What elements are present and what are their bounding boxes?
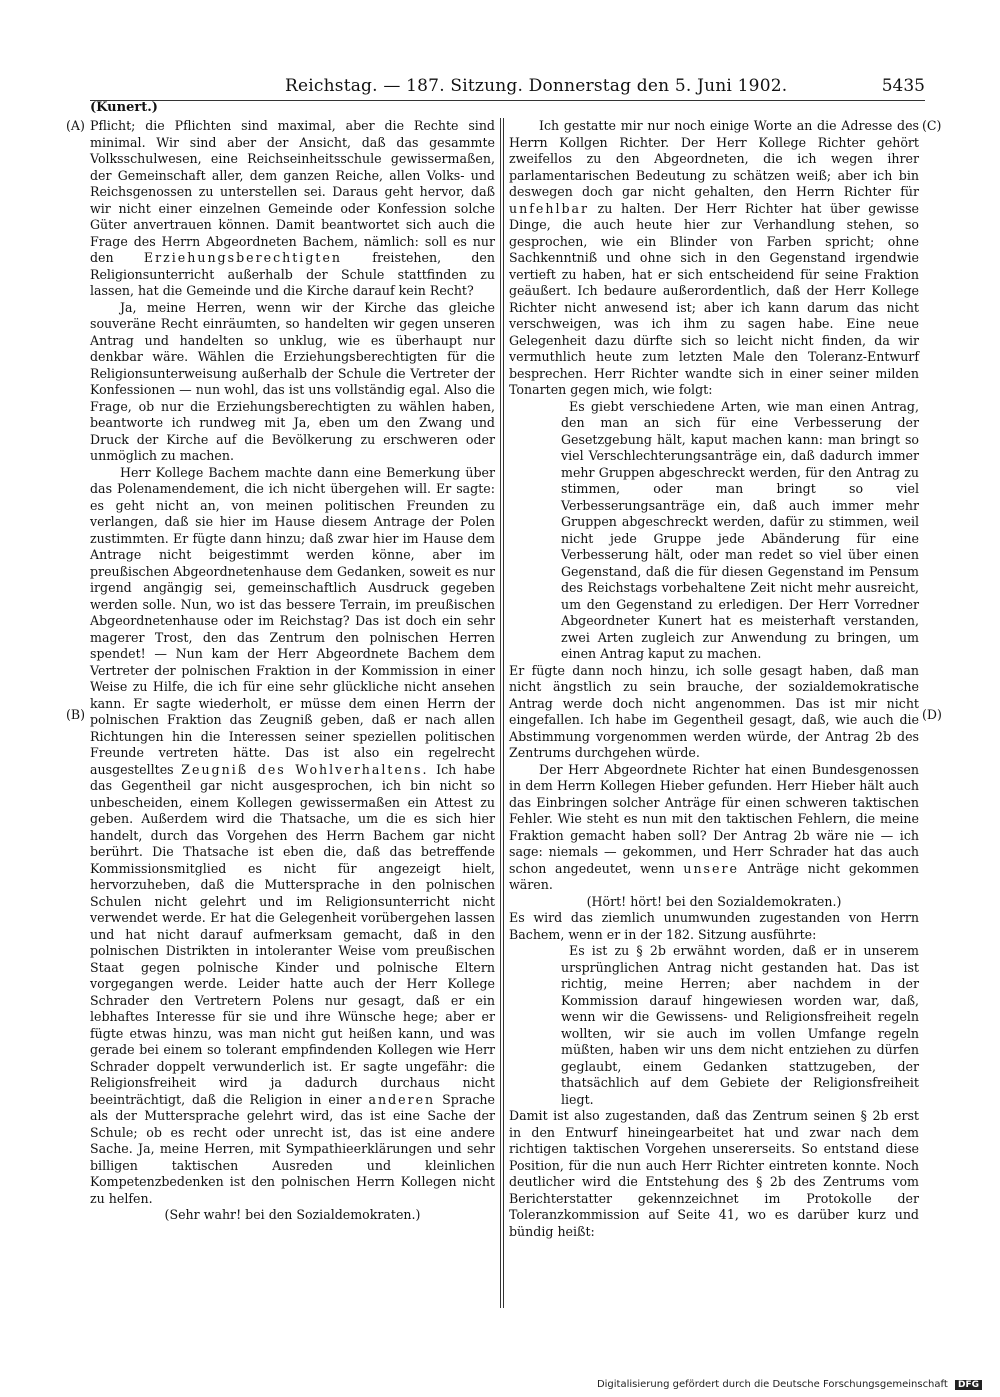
interjection: (Hört! hört! bei den Sozialdemokraten.)	[586, 893, 842, 909]
paragraph: Damit ist also zugestanden, daß das Zentrum seinen § 2b erst in den Entwurf hineingearbeitet hat und zwar nach dem richtigen taktischen Vorgehen unsererseits. So entstand diese Position, für die nun auch Herr Richter eintreten konnte. Noch deutlicher wird die Entstehung des § 2b des Zentrums vom Berichterstatter gekennzeichnet im Protokolle der Toleranzkommission auf Seite 41, wo es darüber kurz und bündig heißt:	[509, 1108, 919, 1239]
quote-text: Es giebt verschiedene Arten, wie man einen Antrag, den man an sich für eine Verbesserung der Gesetzgebung hält, kaput machen kann: man bringt so viel Verschlechterungsanträge ein, daß dadurch immer mehr Gruppen abgeschreckt werden, für den Antrag zu stimmen, oder man bringt so viel Verbesserungsanträge ein, daß auch immer mehr Gruppen abgeschreckt werden, dafür zu stimmen, weil nicht jede Gruppe jede Abänderung für eine Verbesserung hält, oder man redet so viel über einen Gegenstand, daß die für diesen Gegenstand im Pensum des Reichstags vorbehaltene Zeit nicht mehr ausreicht, um den Gegenstand zu erledigen. Der Herr Vorredner Abgeordneter Kunert hat es meisterhaft verstanden, zwei Arten zugleich zur Anwendung zu bringen, um einen Antrag kaput zu machen.	[561, 398, 919, 661]
block-quote	[561, 943, 919, 1108]
dfg-logo: DFG	[955, 1380, 982, 1390]
margin-marker-b: (B)	[66, 707, 86, 722]
block-quote	[561, 399, 919, 663]
paragraph: Der Herr Abgeordnete Richter hat einen Bundesgenossen in dem Herrn Kollegen Hieber gefunden. Herr Hieber hält auch das Einbringen solcher Anträge für einen schweren taktischen Fehler. Wie steht es nun mit den taktischen Fehlern, die meine Fraktion gemacht haben soll? Der Antrag 2b wäre nie — ich sage: niemals — gekommen, und Herr Schrader hat das auch schon angedeutet, wenn unsere Anträge nicht gekommen wären.	[509, 761, 920, 892]
column-divider-inner	[503, 118, 504, 1308]
paragraph: Pflicht; die Pflichten sind maximal, aber die Rechte sind minimal. Wir sind aber der Ansicht, daß das gesammte Volksschulwesen, eine Reichseinheitsschule gewissermaßen, der Gemeinschaft aller, dem ganzen Reiche, allen Volks- und Reichsgenossen zu unterstellen sei. Daraus geht hervor, daß wir nicht einer einzelnen Gemeinde oder Konfession solche Güter anvertrauen können. Damit beantwortet sich auch die Frage des Herrn Abgeordneten Bachem, nämlich: soll es nur den Erziehungsberechtigten freistehen, den Religionsunterricht außerhalb der Schule stattfinden zu lassen, hat die Gemeinde und die Kirche darauf kein Recht?	[90, 118, 495, 298]
page-number: 5435	[881, 76, 925, 96]
left-column	[90, 118, 495, 1224]
margin-marker-d: (D)	[922, 707, 942, 722]
speaker-name: (Kunert.)	[90, 100, 158, 115]
quote-text: Es ist zu § 2b erwähnt worden, daß er in unserem ursprünglichen Antrag nicht gestanden hat. Das ist richtig, meine Herren; aber nachdem in der Kommission darauf hingewiesen worden war, daß, wenn wir die Gewissens- und Religionsfreiheit regeln wollten, wir sie auch im vollen Umfange regeln müßten, haben wir uns dem nicht entziehen zu dürfen geglaubt, einem Gedanken stattzugeben, der thatsächlich auf dem Gebiete der Religionsfreiheit liegt.	[561, 943, 919, 1107]
right-column	[509, 118, 919, 1240]
margin-marker-a: (A)	[66, 118, 85, 133]
column-divider	[500, 118, 501, 1308]
paragraph: Herr Kollege Bachem machte dann eine Bemerkung über das Polenamendement, die ich nicht übergehen will. Er sagte: es geht nicht an, von meinen politischen Freunden zu verlangen, daß sie hier im Hause diesem Antrage der Polen zustimmten. Er fügte dann hinzu; daß zwar hier im Hause dem Antrage nicht beigestimmt werden könne, aber im preußischen Abgeordnetenhause dem Gedanken, soweit es nur irgend angängig sei, gemeinschaftlich Ausdruck gegeben werden solle. Nun, wo ist das bessere Terrain, im preußischen Abgeordnetenhause oder im Reichstag? Das ist doch ein sehr magerer Trost, den das Zentrum den polnischen Herren spendet! — Nun kam der Herr Abgeordnete Bachem dem Vertreter der polnischen Fraktion in der Kommission in einer Weise zu Hilfe, die ich für eine sehr glückliche nicht ansehen kann. Er sagte wiederholt, er müsse dem einen Herrn der polnischen Fraktion das Zeugniß geben, daß er nach allen Richtungen hin die Interessen seiner speziellen politischen Freunde vertreten hätte. Das ist also ein regelrecht ausgestelltes Zeugniß des Wohlverhaltens. Ich habe das Gegentheil gar nicht ausgesprochen, ich bin nicht so unbescheiden, einem Kollegen gewissermaßen ein Attest zu geben. Außerdem wird die Thatsache, um die es sich hier handelt, durch das Vorgehen des Herrn Bachem gar nicht berührt. Die Thatsache ist eben die, daß das betreffende Kommissionsmitglied es nicht für angezeigt hielt, hervorzuheben, daß die Muttersprache in den polnischen Schulen nicht gelehrt und im Religionsunterricht nicht verwendet werde. Er hat die Gelegenheit vorübergehen lassen und hat nicht darauf aufmerksam gemacht, daß in den polnischen Distrikten in intoleranter Weise vom preußischen Staat gegen polnische Kinder und polnische Eltern vorgegangen werde. Leider hatte auch der Herr Kollege Schrader den Vertretern Polens nur gesagt, daß er ein lebhaftes Interesse für sie und ihre Wünsche hege; aber er fügte etwas hinzu, was man nicht gut heißen kann, und was gerade bei einem so tolerant empfindenden Kollegen wie Herr Schrader doppelt verwunderlich ist. Er sagte ungefähr: die Religionsfreiheit wird ja dadurch durchaus nicht beeinträchtigt, daß die Religion in einer anderen Sprache als der Muttersprache gelehrt wird, das ist eine Sache der Schule; ob es recht oder unrecht ist, das ist eine andere Sache. Ja, meine Herren, mit Sympathieerklärungen und sehr billigen taktischen Ausreden und kleinlichen Kompetenzbedenken ist den polnischen Herrn Kollegen nicht zu helfen.	[90, 464, 496, 1206]
paragraph: Es wird das ziemlich unumwunden zugestanden von Herrn Bachem, wenn er in der 182. Sitzung ausführte:	[509, 910, 919, 942]
margin-marker-c: (C)	[922, 118, 942, 133]
interjection: (Sehr wahr! bei den Sozialdemokraten.)	[164, 1207, 421, 1222]
footer-text: Digitalisierung gefördert durch die Deutsche Forschungsgemeinschaft	[596, 1379, 948, 1390]
paragraph: Ja, meine Herren, wenn wir der Kirche das gleiche souveräne Recht einräumten, so handelten wir gegen unseren Antrag und handelten so unklug, wie es überhaupt nur denkbar wäre. Wählen die Erziehungsberechtigten für die Religionsunterweisung außerhalb der Schule die Vertreter der Konfessionen — nun wohl, das ist uns vollständig egal. Also die Frage, ob nur die Erziehungsberechtigten zu wählen haben, beantworte ich rundweg mit Ja, eben um den Zwang und Druck der Kirche auf die Bevölkerung zu erschweren oder unmöglich zu machen.	[90, 299, 495, 463]
page-header	[90, 70, 925, 101]
paragraph: Ich gestatte mir nur noch einige Worte an die Adresse des Herrn Kollgen Richter. Der Herr Kollege Richter gehört zweifellos zu den Abgeordneten, die ich wegen ihrer parlamentarischen Bedeutung zu schätzen weiß; aber ich bin deswegen doch gar nicht gehalten, den Herrn Richter für unfehlbar zu halten. Der Herr Richter hat über gewisse Dinge, die auch heute hier zur Verhandlung stehen, so gesprochen, wie ein Blinder von Farben spricht; ohne Sachkenntniß und ohne sich in den Gegenstand irgendwie vertieft zu haben, hat er sich entscheidend für seine Fraktion geäußert. Ich bedaure außerordentlich, daß der Herr Kollege Richter nicht anwesend ist; aber ich kann darum das nicht verschweigen, was ich ihm zu sagen habe. Eine neue Gelegenheit dazu dürfte sich so leicht nicht finden, da wir vermuthlich heute zum letzten Male den Toleranz-Entwurf besprechen. Herr Richter wandte sich in einer seiner milden Tonarten gegen mich, wie folgt:	[509, 118, 919, 397]
digitization-footer	[597, 1379, 982, 1390]
paragraph: Er fügte dann noch hinzu, ich solle gesagt haben, daß man nicht ängstlich zu sein brauche, der sozialdemokratische Antrag werde doch nicht angenommen. Das ist mir nicht eingefallen. Ich habe im Gegentheil gesagt, daß, wie auch die Abstimmung vorgenommen werden würde, der Antrag 2b des Zentrums durchgehen würde.	[509, 662, 919, 760]
running-title: Reichstag. — 187. Sitzung. Donnerstag den 5. Juni 1902.	[285, 76, 788, 96]
